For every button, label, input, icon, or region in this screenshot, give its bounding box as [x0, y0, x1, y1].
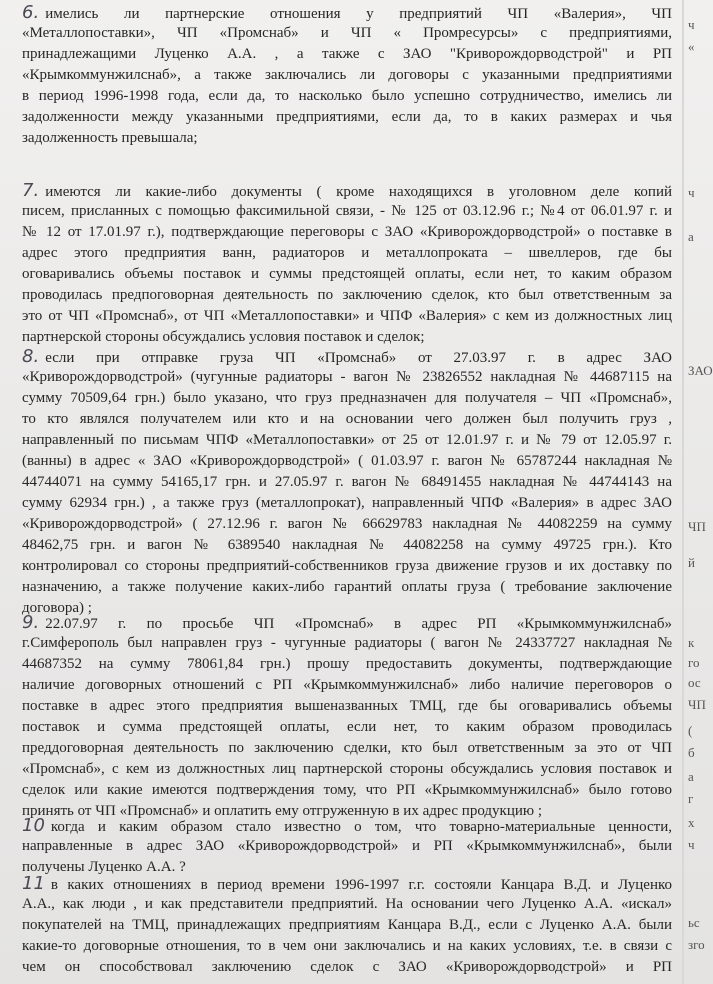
text-line: принадлежащими Луценко А.А. , а также с ЗАО "Криворождорводстрой" и РП	[22, 46, 672, 62]
margin-fragment: ьс	[688, 915, 700, 930]
text-line: 9. 22.07.97 г. по просьбе ЧП «Промснаб» в адрес РП «Крымкоммунжилснаб»	[22, 612, 672, 633]
text-line: А.А., как люди , и как представители предприятий. На основании чего Луценко А.А. «искал»	[22, 896, 672, 912]
text-line: писем, присланных с помощью факсимильной связи, - № 125 от 03.12.96 г.; №4 от 06.01.97 г. и	[22, 203, 672, 219]
text-line: поставок и сумма предстоящей оплаты, если нет, то каким образом проводилась	[22, 719, 672, 735]
text-line: покупателей на ТМЦ, принадлежащих предприятиям Канцара В.Д., если с Луценко А.А. были	[22, 917, 672, 933]
text-line: чем он способствовал заключению сделок с ЗАО «Криворождорводстрой» и РП	[22, 959, 672, 975]
margin-fragment: ч	[688, 837, 695, 852]
text-line: 6. имелись ли партнерские отношения у предприятий ЧП «Валерия», ЧП	[22, 2, 672, 23]
text-line: 48462,75 грн. и вагон № 6389540 накладная № 44082258 на сумму 49725 грн.). Кто	[22, 537, 672, 553]
text-line: 44687352 на сумму 78061,84 грн.) прошу предоставить документы, подтверждающие	[22, 656, 672, 672]
text-line: оговаривались объемы поставок и суммы предстоящей оплаты, если нет, то каким образом	[22, 266, 672, 282]
paragraph-6	[22, 2, 672, 149]
paragraph-7	[22, 180, 672, 348]
text-line: получены Луценко А.А. ?	[22, 859, 186, 875]
margin-fragment: «	[688, 39, 695, 54]
margin-fragment: а	[688, 229, 694, 244]
text-line: 8. если при отправке груза ЧП «Промснаб» от 27.03.97 г. в адрес ЗАО	[22, 346, 672, 367]
margin-fragment: зго	[688, 937, 705, 952]
text-line: контролировал со стороны предприятий-собственников груза движение грузов и их доставку по	[22, 558, 672, 574]
text-line: «Промснаб», с кем из должностных лиц партнерской стороны обсуждались условия поставок и	[22, 761, 672, 777]
text-line: г.Симферополь был направлен груз - чугунные радиаторы ( вагон № 24337727 накладная №	[22, 635, 672, 651]
text-line: «Криворождорводстрой» ( 27.12.96 г. вагон № 66629783 накладная № 44082259 на сумму	[22, 516, 672, 532]
text-line: преддоговорная деятельность по заключению сделки, кто был ответственным за это от ЧП	[22, 740, 672, 756]
text-line: задолженности между указанными предприятиями, если да, то в каких размерах и чья	[22, 109, 672, 125]
paragraph-number: 8.	[22, 346, 40, 367]
margin-fragment: г	[688, 791, 694, 806]
paragraph-number: 9.	[22, 612, 40, 633]
text-line: это от ЧП «Промснаб», от ЧП «Металлопоставки» и ЧПФ «Валерия» с кем из должностных лиц	[22, 308, 672, 324]
text-line: проводилась предпоговорная деятельность по заключению сделок, кто был ответственным за	[22, 287, 672, 303]
text-line: 7. имеются ли какие-либо документы ( кроме находящихся в уголовном деле копий	[22, 180, 672, 201]
text-line: сумму 62934 грн.) , а также груз (металлопрокат), направленный ЧПФ «Валерия» в адрес ЗАО	[22, 495, 672, 511]
text-line: 11 в каких отношениях в период времени 1996-1997 г.г. состояли Канцара В.Д. и Луценко	[22, 873, 672, 894]
text-line: «Криворождорводстрой» (чугунные радиаторы - вагон № 23826552 накладная № 44687115 на	[22, 369, 672, 385]
text-line: направленный по письмам ЧПФ «Металлопоставки» от 25 от 12.01.97 г. и № 79 от 12.05.97 г.	[22, 432, 672, 448]
text-line: «Металлопоставки», ЧП «Промснаб» и ЧП « Промресурсы» с предприятиями,	[22, 25, 672, 41]
margin-fragment: х	[688, 815, 695, 830]
margin-fragment: а	[688, 769, 694, 784]
margin-fragment: ч	[688, 185, 695, 200]
text-line: направленные в адрес ЗАО «Криворождорводстрой» и РП «Крымкоммунжилснаб», были	[22, 838, 672, 854]
text-line: задолженность превышала;	[22, 130, 198, 146]
text-line: договора) ;	[22, 600, 92, 616]
text-line: в период 1996-1998 года, если да, то насколько было успешно сотрудничество, имелись ли	[22, 88, 672, 104]
text-line: адрес этого предприятия ванн, радиаторов и металлопроката – швеллеров, где бы	[22, 245, 672, 261]
paragraph-number: 10	[22, 815, 45, 836]
paragraph-10	[22, 815, 672, 878]
margin-fragment: ос	[688, 675, 701, 690]
paragraph-number: 7.	[22, 180, 40, 201]
paragraph-8	[22, 346, 672, 619]
text-line: какие-то договорные отношения, то в чем они заключались и на каких условиях, т.е. в связи с	[22, 938, 672, 954]
paragraph-number: 6.	[22, 2, 40, 23]
text-line: сумму 70509,64 грн.) было указано, что груз предназначен для получателя – ЧП «Промснаб»,	[22, 390, 672, 406]
text-line: партнерской стороны обсуждались условия поставок и сделок;	[22, 329, 425, 345]
margin-fragment: б	[688, 745, 695, 760]
text-line: то кто являлся получателем или кто и на основании чего должен был получить груз ,	[22, 411, 672, 427]
margin-fragment: ЧП	[688, 697, 706, 712]
adjacent-page-edge	[684, 0, 713, 984]
text-line: поставке в адрес этого предприятия вышеназванных ТМЦ, где бы оговаривались объемы	[22, 698, 672, 714]
margin-fragment: ЗАО	[688, 363, 713, 378]
margin-fragment: й	[688, 555, 695, 570]
margin-fragment: к	[688, 635, 695, 650]
text-line: «Крымкоммунжилснаб», а также заключались ли договоры с указанными предприятиями	[22, 67, 672, 83]
margin-fragment: ЧП	[688, 519, 706, 534]
margin-fragment: го	[688, 655, 700, 670]
paragraph-number: 11	[22, 873, 45, 894]
margin-fragment: ч	[688, 17, 695, 32]
text-line: (ванны) в адрес « ЗАО «Криворождорводстрой» ( 01.03.97 г. вагон № 65787244 накладная №	[22, 453, 672, 469]
text-line: № 12 от 17.01.97 г.), подтверждающие переговоры с ЗАО «Криворождорводстрой» о поставке в	[22, 224, 672, 240]
paragraph-9	[22, 612, 672, 822]
text-line: наличие договорных отношений с РП «Крымкоммунжилснаб» либо наличие переговоров о	[22, 677, 672, 693]
paragraph-11	[22, 873, 672, 978]
margin-fragment: (	[688, 723, 693, 738]
text-line: сделок или какие имеются подтверждения тому, что РП «Крымкоммунжилснаб» было готово	[22, 782, 672, 798]
text-line: назначению, а также получение каких-либо гарантий оплаты груза ( требование заключение	[22, 579, 672, 595]
text-line: принять от ЧП «Промснаб» и оплатить ему отгруженную в их адрес продукцию ;	[22, 803, 542, 819]
text-line: 10 когда и каким образом стало известно о том, что товарно-материальные ценности,	[22, 815, 672, 836]
text-line: 44744071 на сумму 54165,17 грн. и 27.05.97 г. вагон № 68491455 накладная № 44744143 на	[22, 474, 672, 490]
